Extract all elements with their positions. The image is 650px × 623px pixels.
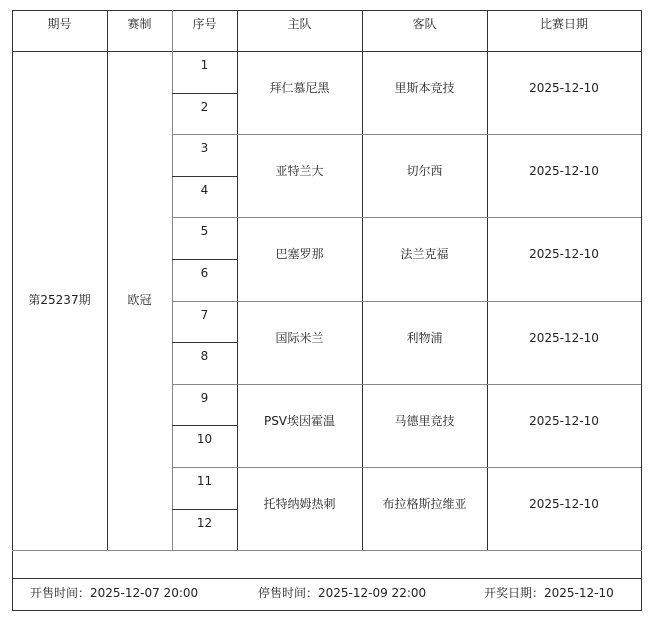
grid-line [12, 610, 642, 611]
format-cell: 欧冠 [127, 293, 152, 307]
grid-line [172, 425, 237, 426]
seq-cell: 7 [200, 307, 209, 322]
away-team: 利物浦 [406, 330, 443, 345]
sale-start: 开售时间：2025-12-07 20:00 [30, 586, 199, 600]
seq-cell: 1 [200, 58, 209, 72]
header-cell: 比赛日期 [539, 17, 588, 31]
home-team: 巴塞罗那 [275, 247, 324, 262]
grid-line [172, 217, 237, 218]
away-team: 里斯本竞技 [394, 81, 455, 95]
match-date: 2025-12-10 [529, 247, 599, 262]
header-cell: 序号 [192, 17, 217, 31]
grid-line [641, 10, 642, 610]
away-team: 切尔西 [406, 164, 443, 179]
match-date: 2025-12-10 [529, 330, 599, 345]
grid-line [172, 176, 237, 177]
grid-line [172, 93, 237, 94]
seq-cell: 9 [200, 390, 209, 405]
seq-cell: 2 [200, 99, 209, 114]
grid-line [12, 578, 642, 579]
home-team: 托特纳姆热刺 [263, 497, 336, 511]
away-team: 马德里竞技 [394, 413, 455, 428]
grid-line [172, 259, 237, 260]
seq-cell: 11 [196, 474, 213, 488]
issue-cell: 第25237期 [28, 293, 91, 307]
grid-line [172, 342, 237, 343]
grid-line [172, 134, 237, 135]
grid-line [172, 301, 237, 302]
grid-line [172, 509, 237, 510]
match-date: 2025-12-10 [529, 497, 599, 511]
away-team: 法兰克福 [400, 247, 449, 262]
home-team: 国际米兰 [275, 330, 324, 345]
grid-line [237, 134, 641, 135]
home-team: 亚特兰大 [275, 164, 324, 179]
grid-line [237, 384, 641, 385]
header-cell: 赛制 [127, 17, 152, 31]
match-date: 2025-12-10 [529, 164, 599, 179]
header-cell: 期号 [47, 17, 72, 31]
seq-cell: 3 [200, 141, 209, 156]
draw-date: 开奖日期：2025-12-10 [484, 586, 614, 600]
away-team: 布拉格斯拉维亚 [382, 497, 467, 511]
seq-cell: 6 [200, 266, 209, 280]
seq-cell: 4 [200, 182, 209, 197]
seq-cell: 5 [200, 224, 209, 239]
grid-line [172, 384, 237, 385]
home-team: PSV埃因霍温 [263, 413, 336, 428]
seq-cell: 12 [196, 515, 213, 530]
match-date: 2025-12-10 [529, 413, 599, 428]
home-team: 拜仁慕尼黑 [269, 81, 330, 95]
sale-stop: 停售时间：2025-12-09 22:00 [258, 586, 427, 600]
header-cell: 主队 [287, 17, 312, 31]
match-date: 2025-12-10 [529, 81, 599, 95]
grid-line [237, 217, 641, 218]
grid-line [12, 550, 642, 551]
header-cell: 客队 [412, 17, 437, 31]
grid-line [172, 467, 237, 468]
grid-line [237, 301, 641, 302]
grid-line [237, 467, 641, 468]
seq-cell: 10 [196, 432, 213, 447]
seq-cell: 8 [200, 349, 209, 364]
